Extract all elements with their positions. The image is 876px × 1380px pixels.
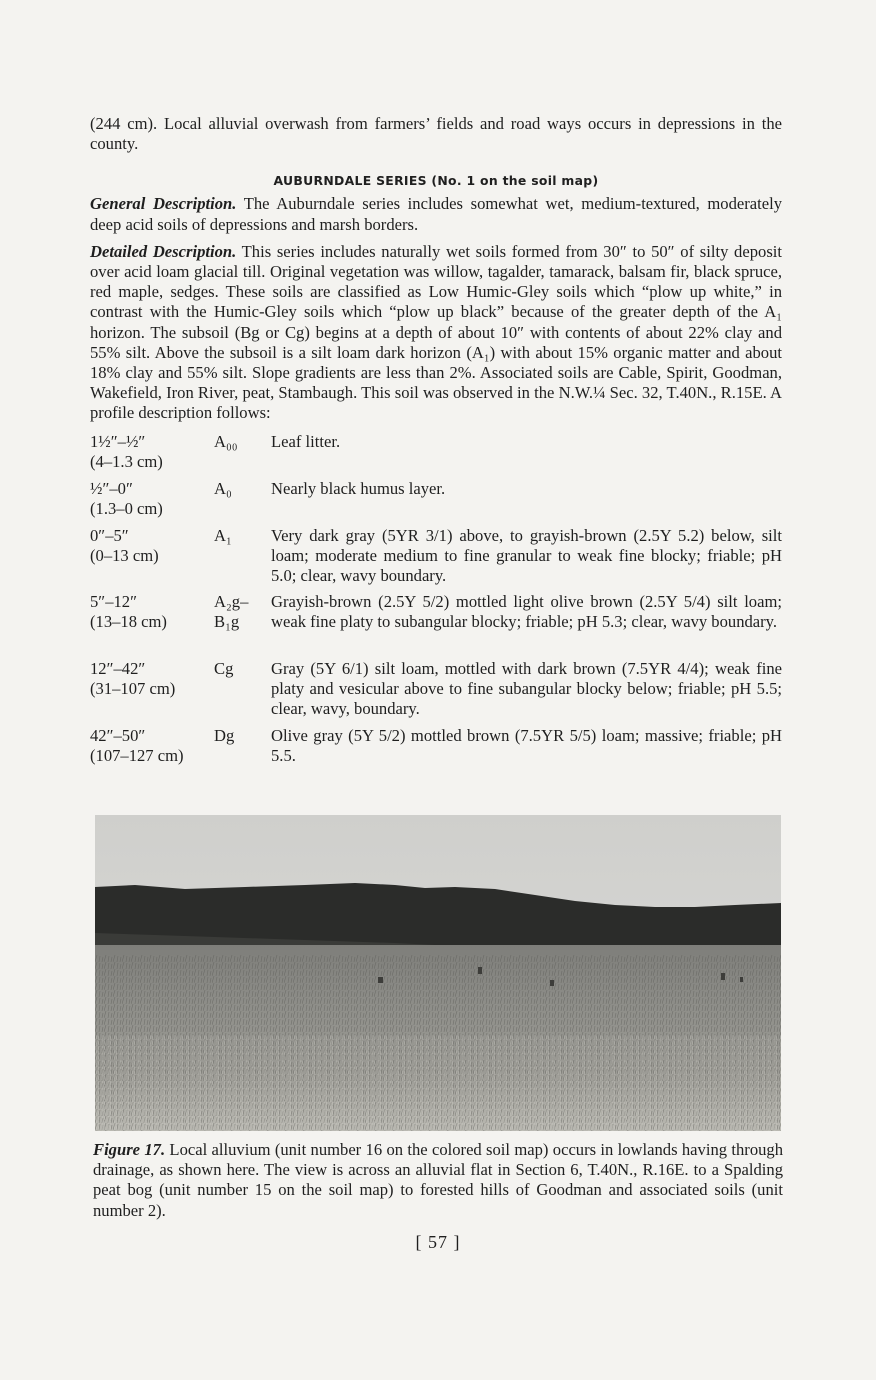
general-description — [90, 194, 782, 234]
profile-description: Very dark gray (5YR 3/1) above, to grayish-brown (2.5Y 5.2) below, silt loam; moderate medium to fine granular to weak fine blocky; friable; pH 5.0; clear, wavy boundary. — [271, 525, 782, 585]
profile-depth-inches: 5″–12″ — [90, 591, 138, 611]
profile-description: Nearly black humus layer. — [271, 478, 446, 498]
profile-depth-cm: (31–107 cm) — [90, 678, 176, 698]
profile-horizon: A₁ — [214, 525, 232, 545]
profile-depth-cm: (1.3–0 cm) — [90, 498, 163, 518]
profile-depth — [90, 726, 210, 766]
profile-depth-inches: ½″–0″ — [90, 478, 133, 498]
profile-depth-cm: (107–127 cm) — [90, 745, 184, 765]
profile-depth-inches: 42″–50″ — [90, 725, 146, 745]
figure-caption — [93, 1140, 783, 1221]
profile-description: Grayish-brown (2.5Y 5/2) mottled light olive brown (2.5Y 5/4) silt loam; weak fine platy to subangular blocky; friable; pH 5.3; clear, wavy boundary. — [271, 591, 782, 631]
figure-caption-lead: Figure 17. — [93, 1140, 166, 1159]
profile-depth-cm: (0–13 cm) — [90, 545, 159, 565]
profile-horizon: Cg — [214, 658, 234, 678]
profile-horizon-line2: B₁g — [214, 611, 240, 631]
detailed-description — [90, 242, 782, 424]
profile-depth — [90, 432, 210, 472]
profile-horizon — [214, 592, 274, 632]
profile-description: Gray (5Y 6/1) silt loam, mottled with dark brown (7.5YR 4/4); weak fine platy and vesicular above to fine subangular blocky below; friable; pH 5.5; clear, wavy, boundary. — [271, 658, 782, 718]
section-heading: AUBURNDALE SERIES (No. 1 on the soil map) — [273, 173, 599, 189]
profile-horizon: A₀ — [214, 478, 232, 498]
profile-description: Olive gray (5Y 5/2) mottled brown (7.5YR 5/5) loam; massive; friable; pH 5.5. — [271, 725, 782, 765]
general-description-lead: General Description. — [90, 194, 237, 214]
detailed-description-lead: Detailed Description. — [90, 241, 237, 261]
profile-depth — [90, 592, 210, 632]
intro-paragraph: (244 cm). Local alluvial overwash from farmers’ fields and road ways occurs in depressions in the county. — [90, 114, 782, 154]
profile-depth-inches: 1½″–½″ — [90, 431, 146, 451]
profile-depth-inches: 12″–42″ — [90, 658, 146, 678]
detailed-description-text: This series includes naturally wet soils formed from 30″ to 50″ of silty deposit over acid loam glacial till. Original vegetation was willow, tagalder, tamarack, balsam fir, black spruce, red maple, sedges. These soils are classified as Low Humic-Gley soils which “plow up white,” in contrast with the Humic-Gley soils which “plow up black” because of the greater depth of the A₁ horizon. The subsoil (Bg or Cg) begins at a depth of about 10″ with contents of about 22% clay and 55% silt. Above the subsoil is a silt loam dark horizon (A₁) with about 15% organic matter and about 18% clay and 55% silt. Slope gradients are less than 2%. Associated soils are Cable, Spirit, Goodman, Wakefield, Iron River, peat, Stambaugh. This soil was observed in the N.W.¼ Sec. 32, T.40N., R.15E. A profile description follows: — [90, 241, 782, 423]
profile-depth — [90, 479, 210, 519]
profile-depth — [90, 659, 210, 699]
profile-depth-cm: (4–1.3 cm) — [90, 451, 163, 471]
soil-profile-table — [90, 432, 782, 766]
page-number: [ 57 ] — [415, 1232, 461, 1252]
profile-horizon: Dg — [214, 725, 235, 745]
profile-description: Leaf litter. — [271, 431, 341, 451]
landscape-photo — [95, 815, 781, 1131]
profile-depth — [90, 526, 210, 566]
profile-depth-cm: (13–18 cm) — [90, 611, 167, 631]
profile-horizon-line1: A₂g– — [214, 591, 249, 611]
figure-caption-text: Local alluvium (unit number 16 on the colored soil map) occurs in lowlands having through drainage, as shown here. The view is across an alluvial flat in Section 6, T.40N., R.16E. to a Spalding peat bog (unit number 15 on the soil map) to forested hills of Goodman and associated soils (unit number 2). — [93, 1140, 783, 1220]
page-body — [90, 114, 782, 766]
profile-horizon: A₀₀ — [214, 431, 238, 451]
general-description-text: The Auburndale series includes somewhat wet, medium-textured, moderately deep acid soils of depressions and marsh borders. — [90, 194, 783, 234]
profile-depth-inches: 0″–5″ — [90, 525, 129, 545]
